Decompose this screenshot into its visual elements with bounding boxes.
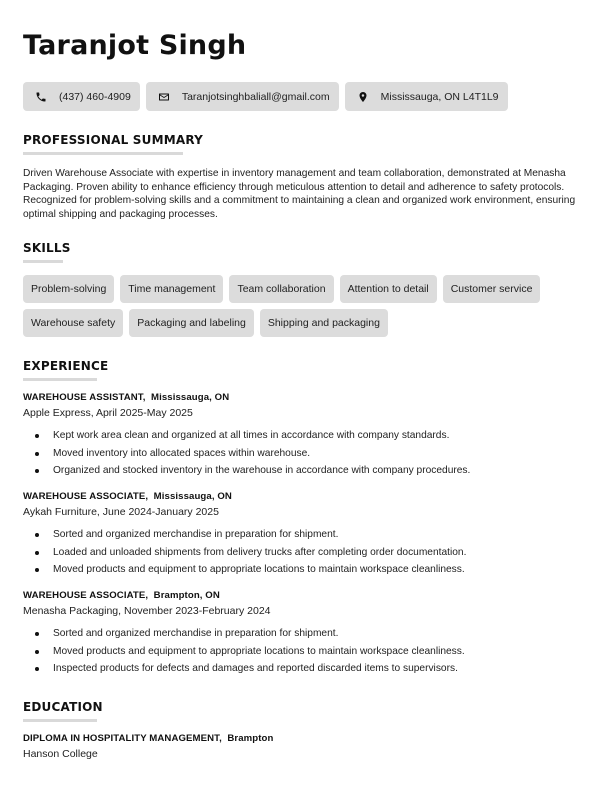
job-company: Apple Express, (23, 407, 94, 419)
job-dates: April 2025-May 2025 (95, 407, 193, 419)
job-title-line (23, 491, 593, 502)
experience-rule (23, 378, 97, 381)
job-title: WAREHOUSE ASSISTANT, (23, 392, 146, 403)
job-bullets (23, 427, 593, 480)
skill-chip: Customer service (443, 275, 541, 303)
job-company-line (23, 605, 593, 617)
summary-text: Driven Warehouse Associate with expertise in inventory management and team collaboration, demonstrated at Menasha Packaging. Proven ability to enhance efficiency through meticulous attention to detail and adherence to safety protocols. Recognized for problem-solving skills and a commitment to maintaining a clean and organized work environment, ensuring optimal shipping and packaging processes. (23, 168, 576, 220)
job-title: WAREHOUSE ASSOCIATE, (23, 491, 149, 502)
job-company: Menasha Packaging, (23, 605, 122, 617)
email-icon (158, 91, 170, 103)
experience-section (23, 359, 593, 381)
skill-chip: Attention to detail (340, 275, 437, 303)
list-item: Inspected products for defects and damages and reported discarded items to supervisors. (23, 660, 593, 678)
job-entry (23, 590, 593, 678)
email-address: Taranjotsinghbaliall@gmail.com (181, 90, 330, 103)
list-item: Moved products and equipment to appropriate locations to maintain workspace cleanliness. (23, 561, 593, 579)
education-heading: EDUCATION (23, 700, 103, 714)
school-location: Brampton (227, 733, 274, 744)
skills-rule (23, 260, 63, 263)
degree-line (23, 733, 593, 744)
skill-chip: Shipping and packaging (260, 309, 388, 337)
email-chip (146, 82, 339, 111)
education-section (23, 700, 593, 722)
skills-list (23, 275, 553, 337)
job-dates: November 2023-February 2024 (124, 605, 271, 617)
school-name: Hanson College (23, 748, 98, 760)
skill-chip: Warehouse safety (23, 309, 123, 337)
job-title: WAREHOUSE ASSOCIATE, (23, 590, 149, 601)
job-company: Aykah Furniture, (23, 506, 100, 518)
skill-chip: Packaging and labeling (129, 309, 254, 337)
skills-heading: SKILLS (23, 241, 71, 255)
summary-section (23, 133, 593, 221)
list-item: Moved products and equipment to appropriate locations to maintain workspace cleanliness. (23, 643, 593, 661)
job-location: Mississauga, ON (153, 491, 232, 502)
skill-chip: Time management (120, 275, 223, 303)
location-chip (345, 82, 508, 111)
education-entry (23, 733, 593, 760)
degree-title: DIPLOMA IN HOSPITALITY MANAGEMENT, (23, 733, 222, 744)
location-pin-icon (357, 91, 369, 103)
list-item: Kept work area clean and organized at all times in accordance with company standards. (23, 427, 593, 445)
list-item: Organized and stocked inventory in the warehouse in accordance with company procedures. (23, 462, 593, 480)
list-item: Moved inventory into allocated spaces within warehouse. (23, 445, 593, 463)
skills-section (23, 241, 593, 337)
job-bullets (23, 625, 593, 678)
skill-chip: Team collaboration (229, 275, 333, 303)
job-company-line (23, 407, 593, 419)
candidate-name: Taranjot Singh (23, 30, 247, 61)
summary-heading: PROFESSIONAL SUMMARY (23, 133, 204, 147)
location-text: Mississauga, ON L4T1L9 (380, 90, 499, 103)
job-title-line (23, 392, 593, 403)
skill-chip: Problem-solving (23, 275, 114, 303)
job-dates: June 2024-January 2025 (102, 506, 219, 518)
job-entry (23, 392, 593, 480)
summary-rule (23, 152, 183, 155)
job-location: Mississauga, ON (151, 392, 230, 403)
phone-number: (437) 460-4909 (59, 90, 131, 103)
job-bullets (23, 526, 593, 579)
phone-chip (23, 82, 140, 111)
list-item: Sorted and organized merchandise in preparation for shipment. (23, 526, 593, 544)
experience-heading: EXPERIENCE (23, 359, 109, 373)
job-entry (23, 491, 593, 579)
phone-icon (35, 91, 47, 103)
job-company-line (23, 506, 593, 518)
list-item: Loaded and unloaded shipments from delivery trucks after completing order documentation. (23, 544, 593, 562)
list-item: Sorted and organized merchandise in preparation for shipment. (23, 625, 593, 643)
contact-bar (23, 82, 508, 111)
education-rule (23, 719, 97, 722)
job-location: Brampton, ON (153, 590, 220, 601)
job-title-line (23, 590, 593, 601)
